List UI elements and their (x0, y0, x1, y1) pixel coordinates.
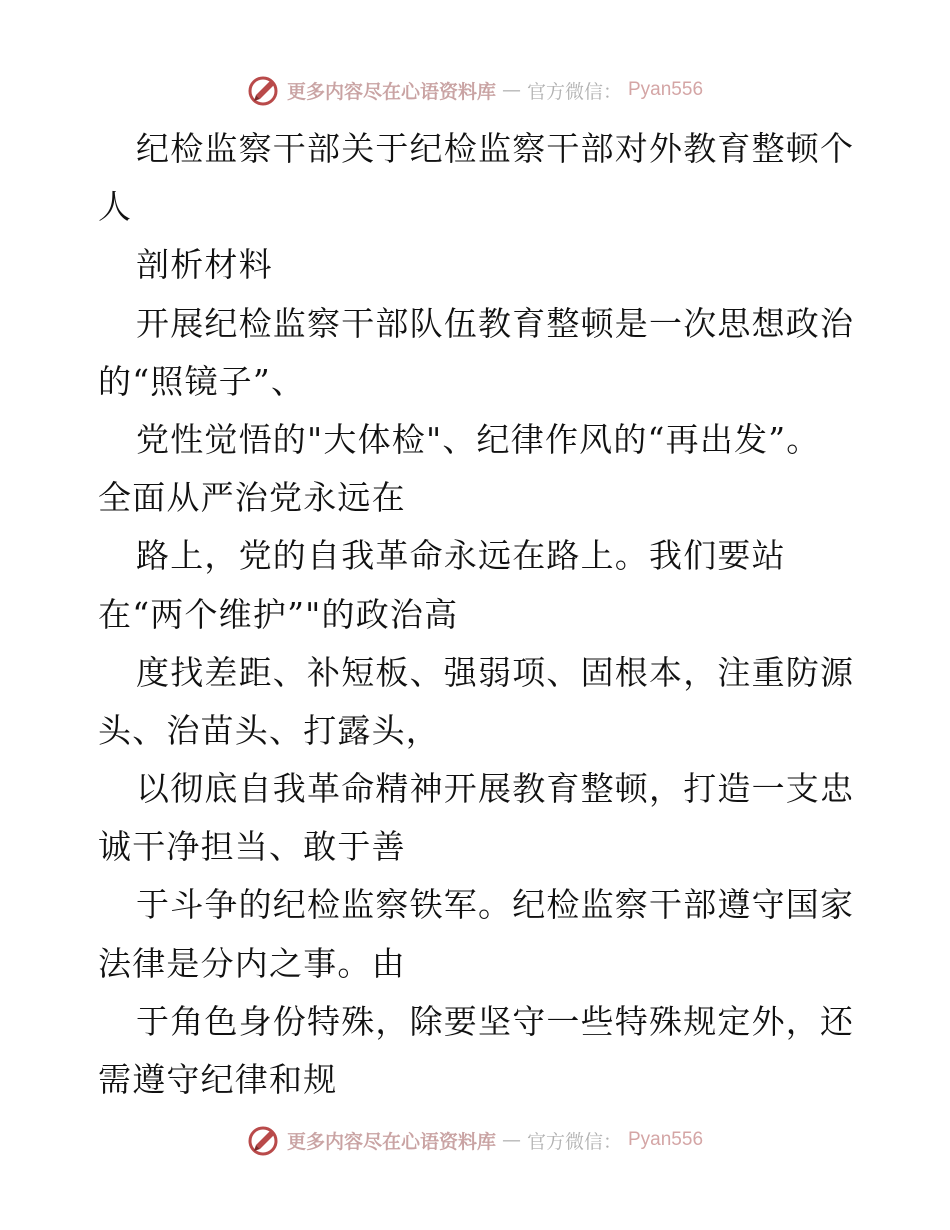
text-line: 开展纪检监察干部队伍教育整顿是一次思想政治 (136, 303, 855, 343)
text-line: 于斗争的纪检监察铁军。纪检监察干部遵守国家 (136, 885, 855, 925)
pen-logo-icon (247, 73, 281, 107)
text-line: 路上，党的自我革命永远在路上。我们要站 (136, 536, 786, 576)
watermark-site-text: 更多内容尽在心语资料库 (286, 80, 496, 103)
watermark-site-text: 更多内容尽在心语资料库 (286, 1130, 496, 1153)
header-watermark (0, 70, 950, 110)
watermark-official-label: 官方微信： (526, 80, 622, 103)
text-line: 诚干净担当、敢于善 (98, 827, 406, 867)
text-line: 的“照镜子”、 (98, 361, 306, 401)
watermark-wechat-id: Pyan556 (628, 79, 704, 100)
text-line: 法律是分内之事。由 (98, 943, 406, 983)
text-line: 度找差距、补短板、强弱项、固根本，注重防源 (136, 652, 855, 692)
footer-watermark (0, 1120, 950, 1160)
watermark-wechat-id: Pyan556 (628, 1129, 704, 1150)
watermark-separator: — (501, 79, 521, 101)
text-line: 党性觉悟的"大体检"、纪律作风的“再出发”。 (136, 419, 821, 459)
text-line: 在“两个维护”"的政治高 (98, 594, 459, 634)
text-line: 以彻底自我革命精神开展教育整顿，打造一支忠 (136, 769, 855, 809)
watermark-official-label: 官方微信： (526, 1130, 622, 1153)
text-line: 剖析材料 (136, 245, 273, 285)
watermark-separator: — (501, 1129, 521, 1151)
text-line: 于角色身份特殊，除要坚守一些特殊规定外，还 (136, 1001, 855, 1041)
text-line: 人 (98, 187, 133, 227)
document-body (98, 120, 858, 1109)
text-line: 头、治苗头、打露头， (98, 710, 440, 750)
text-line: 全面从严治党永远在 (98, 478, 406, 518)
text-line: 需遵守纪律和规 (98, 1060, 338, 1099)
text-line: 纪检监察干部关于纪检监察干部对外教育整顿个 (136, 129, 855, 168)
pen-logo-icon (247, 1123, 281, 1157)
